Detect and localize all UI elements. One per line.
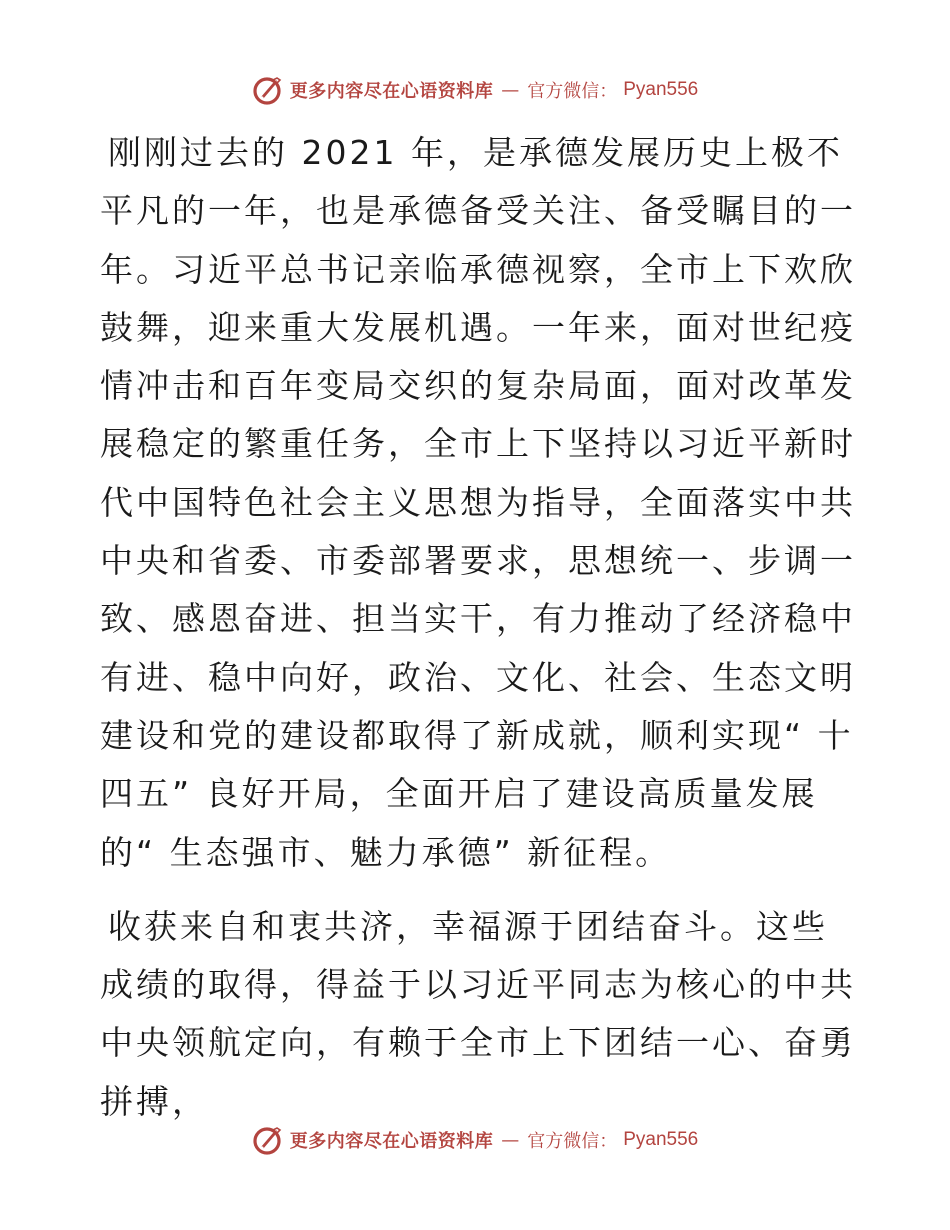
paragraph-1: 刚刚过去的 2021 年，是承德发展历史上极不平凡的一年，也是承德备受关注、备受瞩目的一年。习近平总书记亲临承德视察，全市上下欢欣鼓舞，迎来重大发展机遇。一年来，面对世纪疫情冲击和百年变局交织的复杂局面，面对改革发展稳定的繁重任务，全市上下坚持以习近平新时代中国特色社会主义思想为指导，全面落实中共中央和省委、市委部署要求，思想统一、步调一致、感恩奋进、担当实干，有力推动了经济稳中有进、稳中向好，政治、文化、社会、生态文明建设和党的建设都取得了新成就，顺利实现“ 十四五” 良好开局，全面开启了建设高质量发展的“ 生态强市、魅力承德” 新征程。 — [100, 133, 856, 872]
pen-logo-icon — [252, 74, 284, 106]
banner-title: 更多内容尽在心语资料库 — [289, 81, 494, 102]
paragraph-2: 收获来自和衷共济，幸福源于团结奋斗。这些成绩的取得，得益于以习近平同志为核心的中共中央领航定向，有赖于全市上下团结一心、奋勇拼搏， — [100, 906, 856, 1121]
banner-wechat-id: Pyan556 — [623, 1129, 699, 1150]
banner-title: 更多内容尽在心语资料库 — [289, 1131, 494, 1152]
header-banner — [0, 70, 950, 110]
banner-wechat-label: 官方微信： — [527, 81, 618, 102]
pen-logo-icon — [252, 1124, 284, 1156]
footer-banner — [0, 1120, 950, 1160]
banner-separator: — — [501, 1129, 520, 1151]
document-body — [100, 124, 860, 1131]
banner-wechat-label: 官方微信： — [527, 1131, 618, 1152]
banner-wechat-id: Pyan556 — [623, 79, 699, 100]
banner-separator: — — [501, 79, 520, 101]
